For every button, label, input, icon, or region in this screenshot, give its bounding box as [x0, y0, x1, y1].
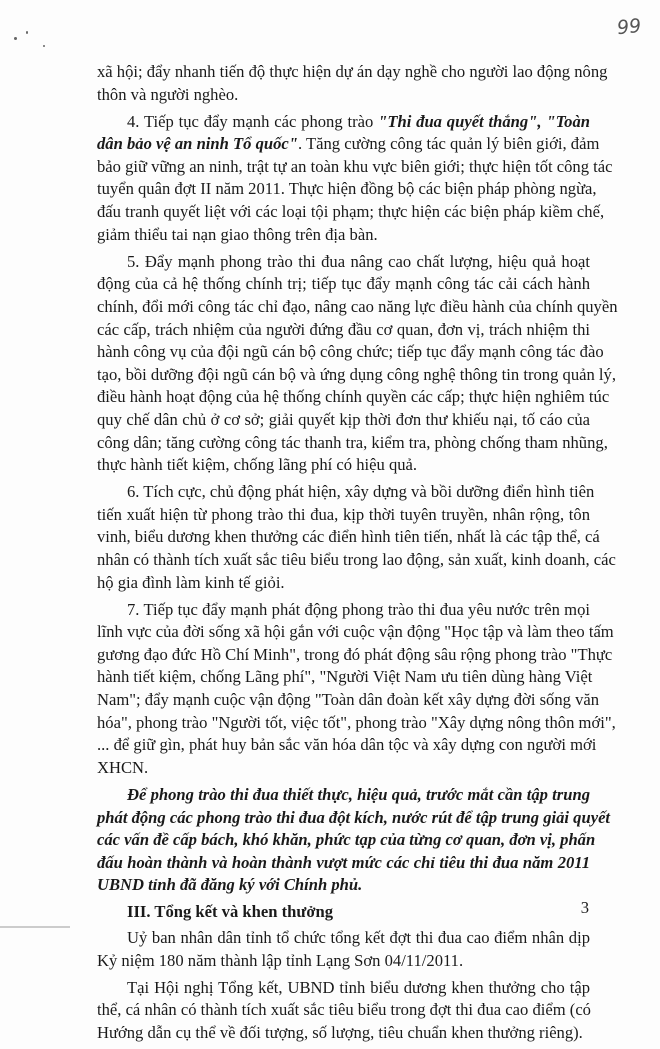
- text-line: phát động các phong trào thi đua đột kích, nước rút để tập trung giải quyết: [97, 807, 611, 827]
- text-line: thể, cá nhân có thành tích xuất sắc tiêu biểu trong đợt thi đua cao điểm (có: [97, 1000, 591, 1020]
- text-line: giảm thiểu tai nạn giao thông trên địa bàn.: [97, 224, 378, 244]
- text-line: tạo, bồi dưỡng đội ngũ cán bộ và ứng dụng công nghệ thông tin trong quản lý,: [97, 364, 616, 384]
- paragraph-continuation: [97, 61, 608, 106]
- text-line: công dân; tăng cường công tác thanh tra, kiểm tra, phòng chống tham nhũng,: [97, 432, 608, 452]
- text-line: lĩnh vực của đời sống xã hội gắn với cuộc vận động "Học tập và làm theo tấm: [97, 622, 614, 642]
- text-line: 7. Tiếp tục đẩy mạnh phát động phong trào thi đua yêu nước trên mọi: [127, 599, 590, 619]
- handwritten-page-mark: 99: [615, 14, 643, 40]
- section-heading: III. Tổng kết và khen thưởng: [127, 902, 334, 922]
- text-line: tiến xuất hiện từ phong trào thi đua, kịp thời tuyên truyền, nhân rộng, tôn: [97, 504, 590, 524]
- text-line: [97, 111, 590, 134]
- paragraph-item-4: [97, 111, 613, 247]
- text-line: UBND tỉnh đã đăng ký với Chính phủ.: [97, 875, 363, 895]
- scan-speck: [14, 37, 17, 40]
- text-line: [97, 133, 600, 156]
- text-span: 4. Tiếp tục đẩy mạnh các phong trào: [127, 111, 379, 131]
- scan-edge: [0, 926, 70, 928]
- text-line: 5. Đẩy mạnh phong trào thi đua nâng cao chất lượng, hiệu quả hoạt: [127, 251, 590, 271]
- text-line: thực hành tiết kiệm, chống lãng phí có hiệu quả.: [97, 455, 418, 475]
- text-line: Uỷ ban nhân dân tỉnh tổ chức tổng kết đợt thi đua cao điểm nhân dịp: [127, 927, 590, 947]
- document-body: [97, 61, 618, 1049]
- text-line: hộ gia đình làm kinh tế giỏi.: [97, 572, 285, 592]
- text-line: đấu tranh quyết liệt với các loại tội phạm; thực hiện các biện pháp kiềm chế,: [97, 202, 605, 222]
- scan-speck: [43, 45, 45, 47]
- text-line: hóa", phong trào "Người tốt, việc tốt", phong trào "Xây dựng nông thôn mới",: [97, 712, 616, 732]
- text-line: Kỷ niệm 180 năm thành lập tỉnh Lạng Sơn 04/11/2011.: [97, 950, 464, 970]
- text-line: Để phong trào thi đua thiết thực, hiệu quả, trước mắt cần tập trung: [127, 784, 590, 804]
- text-line: vinh, biểu dương khen thưởng các điển hình tiên tiến, nhất là các tập thể, cá: [97, 527, 600, 547]
- text-line: các vấn đề cấp bách, khó khăn, phức tạp của từng cơ quan, đơn vị, phấn: [97, 830, 596, 850]
- text-line: Nam"; đẩy mạnh cuộc vận động "Toàn dân đoàn kết xây dựng đời sống văn: [97, 690, 600, 710]
- paragraph-item-6: [97, 481, 616, 594]
- bold-italic-span: dân bảo vệ an ninh Tổ quốc": [97, 134, 298, 154]
- text-line: bảo giữ vững an ninh, trật tự an toàn khu vực biên giới; thực hiện tốt công tác: [97, 156, 613, 176]
- text-line: hành công vụ của đội ngũ cán bộ công chức; tiếp tục đẩy mạnh công tác đào: [97, 342, 604, 362]
- text-line: thôn và người nghèo.: [97, 84, 239, 104]
- text-line: điều hành hoạt động của hệ thống chính quyền các cấp; thực hiện nghiêm túc: [97, 387, 610, 407]
- text-line: xã hội; đẩy nhanh tiến độ thực hiện dự án dạy nghề cho người lao động nông: [97, 62, 608, 81]
- scan-speck: [26, 31, 28, 34]
- text-line: XHCN.: [97, 757, 149, 777]
- text-line: Hướng dẫn cụ thể về đối tượng, số lượng, tiêu chuẩn khen thưởng riêng).: [97, 1022, 583, 1042]
- text-span: . Tăng cường công tác quản lý biên giới, đảm: [298, 134, 600, 154]
- text-line: động của cả hệ thống chính trị; tiếp tục đẩy mạnh công tác cải cách hành: [97, 274, 590, 294]
- paragraph-item-5: [97, 251, 618, 477]
- text-line: đấu hoàn thành và hoàn thành vượt mức các chỉ tiêu thi đua năm 2011: [97, 852, 590, 872]
- text-line: gương đạo đức Hồ Chí Minh", trong đó phát động sâu rộng phong trào "Thực: [97, 644, 613, 664]
- paragraph-awards: [97, 977, 590, 1045]
- text-line: ... để giữ gìn, phát huy bản sắc văn hóa dân tộc và xây dựng con người mới: [97, 735, 597, 755]
- text-line: tuyển quân đợt II năm 2011. Thực hiện đồng bộ các biện pháp phòng ngừa,: [97, 179, 597, 199]
- paragraph-item-7: [97, 599, 616, 780]
- text-line: Tại Hội nghị Tổng kết, UBND tỉnh biểu dương khen thưởng cho tập: [127, 977, 590, 997]
- text-line: nhân có thành tích xuất sắc tiêu biểu trong lao động, sản xuất, kinh doanh, các: [97, 549, 616, 569]
- text-line: hành tiết kiệm, chống Lãng phí", "Người Việt Nam ưu tiên dùng hàng Việt: [97, 667, 593, 687]
- bold-italic-span: "Thi đua quyết thắng", "Toàn: [378, 111, 591, 131]
- text-line: các cấp, trách nhiệm của người đứng đầu cơ quan, đơn vị, trách nhiệm thi: [97, 319, 590, 339]
- emphasis-paragraph: [97, 784, 611, 897]
- text-line: quy chế dân chủ ở cơ sở; giải quyết kịp thời đơn thư khiếu nại, tố cáo của: [97, 409, 590, 429]
- page-number: 3: [580, 898, 589, 917]
- text-line: 6. Tích cực, chủ động phát hiện, xây dựng và bồi dưỡng điển hình tiên: [127, 482, 595, 502]
- text-line: chính, đổi mới công tác chỉ đạo, nâng cao năng lực điều hành của chính quyền: [97, 296, 618, 316]
